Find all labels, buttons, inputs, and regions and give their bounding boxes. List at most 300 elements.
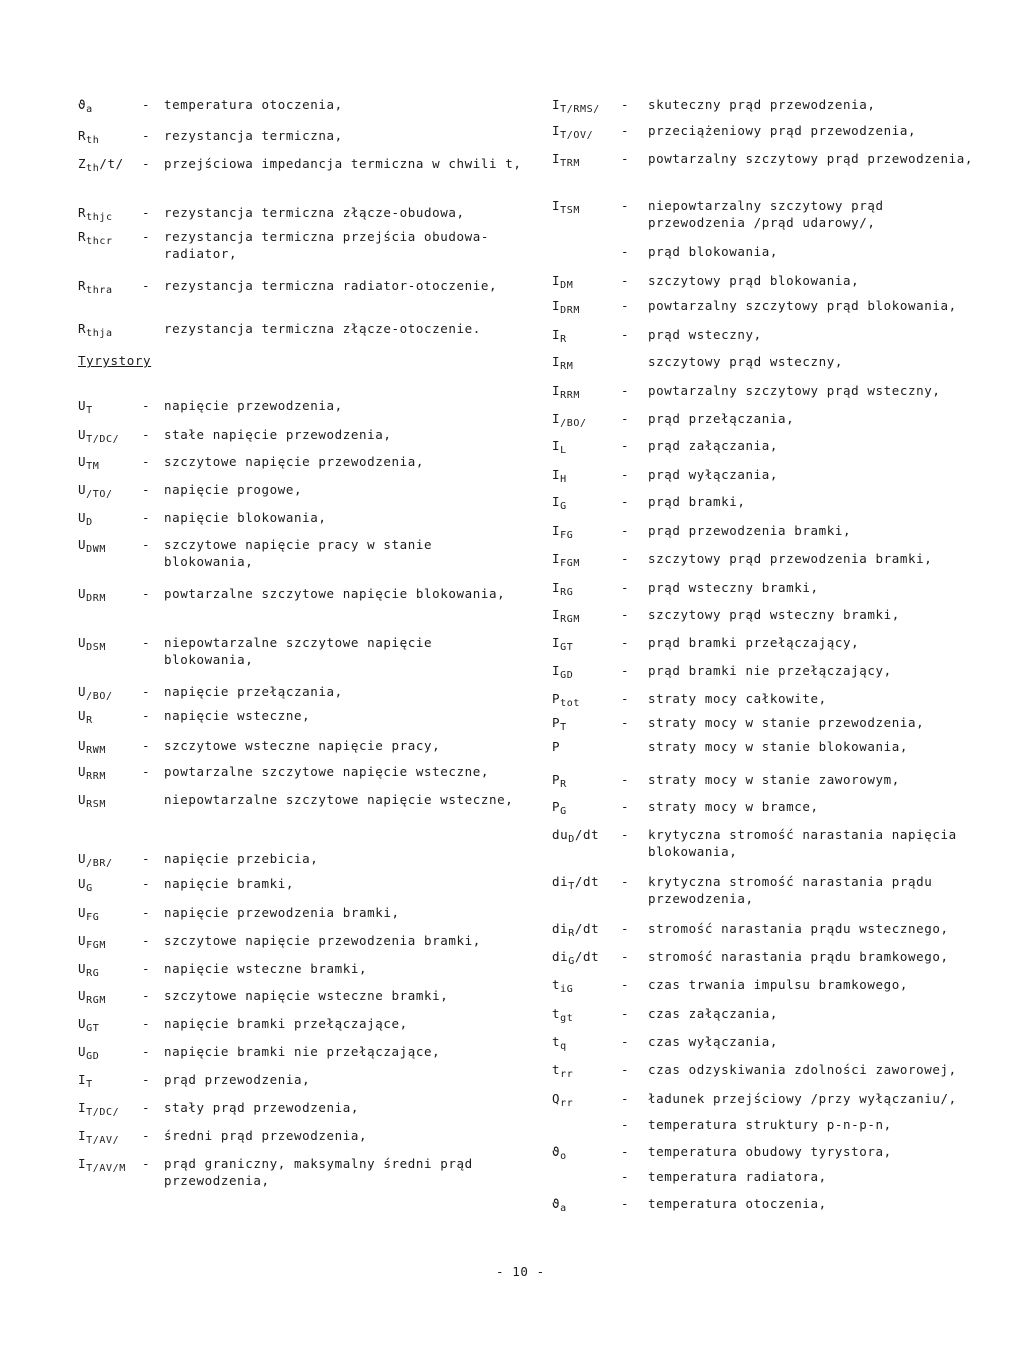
symbol-subscript: DSM [86,642,107,653]
entry-description: rezystancja termiczna, [164,128,343,143]
symbol [78,320,113,342]
entry-description: szczytowy prąd wsteczny bramki, [648,607,900,622]
symbol-subscript: a [560,1203,567,1214]
entry-dash: - [621,523,630,538]
entry-description: prąd przełączania, [648,411,795,426]
symbol-letter: U [78,1044,87,1059]
symbol-letter: U [78,635,87,650]
entry-description: prąd wsteczny bramki, [648,580,819,595]
symbol [552,297,580,319]
symbol-letter: Q [552,1091,561,1106]
entry-dash: - [621,1196,630,1211]
symbol-subscript: GD [86,1051,100,1062]
symbol-subscript: T/AV/M [86,1163,126,1174]
entry-dash: - [142,1072,151,1087]
symbol-letter: I [552,327,561,342]
symbol-suffix: /dt [574,921,600,936]
symbol-subscript: gt [560,1013,574,1024]
symbol-letter: U [78,537,87,552]
symbol [78,1155,126,1177]
symbol-suffix: /dt [574,874,600,889]
entry-description: szczytowy prąd wsteczny, [648,354,844,369]
symbol-letter: Z [78,156,87,171]
symbol-subscript: T/RMS/ [560,104,600,115]
entry-dash: - [621,411,630,426]
symbol-subscript: RRM [560,390,581,401]
entry-description: napięcie wsteczne bramki, [164,961,368,976]
symbol-letter: R [78,321,87,336]
symbol-subscript: G [568,956,575,967]
entry-dash: - [621,298,630,313]
symbol-subscript: rr [560,1069,574,1080]
symbol-letter: t [552,1006,561,1021]
symbol-suffix: /dt [574,827,600,842]
symbol-letter: ϑ [552,1144,561,1159]
entry-description: krytyczna stromość narastania napięcia blokowania, [648,827,957,859]
entry-dash: - [621,97,630,112]
entry-dash: - [621,467,630,482]
symbol-letter: I [78,1156,87,1171]
symbol-subscript: FGM [560,558,581,569]
entry-description: temperatura obudowy tyrystora, [648,1144,892,1159]
entry-description: czas trwania impulsu bramkowego, [648,977,909,992]
symbol-subscript: T/DC/ [86,1107,120,1118]
symbol-letter: R [78,128,87,143]
symbol-subscript: RM [560,361,574,372]
entry-dash: - [142,537,151,552]
symbol-subscript: RGM [560,614,581,625]
entry-description: straty mocy w bramce, [648,799,819,814]
entry-dash: - [142,1156,151,1171]
symbol [552,550,580,572]
symbol [552,197,580,219]
entry-description: napięcie blokowania, [164,510,327,525]
symbol [552,353,573,375]
entry-dash: - [142,764,151,779]
symbol-subscript: RG [86,968,100,979]
symbol [552,873,599,895]
symbol-letter: ϑ [552,1196,561,1211]
symbol-letter: U [78,1016,87,1031]
symbol-subscript: iG [560,984,574,995]
entry-dash: - [621,273,630,288]
symbol [552,1090,573,1112]
entry-description: straty mocy w stanie blokowania, [648,739,909,754]
entry-description: powtarzalny szczytowy prąd wsteczny, [648,383,941,398]
symbol-letter: I [552,551,561,566]
symbol-subscript: RGM [86,995,107,1006]
symbol-letter: I [78,1072,87,1087]
entry-dash: - [621,1062,630,1077]
entry-description: temperatura struktury p-n-p-n, [648,1117,892,1132]
symbol-letter: I [552,635,561,650]
symbol [78,791,106,813]
entry-dash: - [142,427,151,442]
entry-description: napięcie bramki przełączające, [164,1016,408,1031]
symbol-letter: U [78,708,87,723]
symbol [552,466,567,488]
entry-dash: - [142,454,151,469]
symbol [78,960,99,982]
entry-description: napięcie progowe, [164,482,303,497]
entry-description: powtarzalne szczytowe napięcie blokowania, [164,586,506,601]
entry-description: prąd załączania, [648,438,779,453]
symbol-letter: P [552,715,561,730]
page-number: - 10 - [496,1264,545,1279]
symbol [552,662,573,684]
entry-description: szczytowe napięcie przewodzenia bramki, [164,933,481,948]
entry-description: napięcie bramki nie przełączające, [164,1044,441,1059]
symbol-subscript: tot [560,698,581,709]
entry-description: rezystancja termiczna złącze-obudowa, [164,205,465,220]
entry-dash: - [621,607,630,622]
symbol-letter: I [552,467,561,482]
entry-description: czas wyłączania, [648,1034,779,1049]
symbol-letter: I [552,523,561,538]
entry-description: rezystancja termiczna przejścia obudowa-radiator, [164,229,490,261]
entry-description: straty mocy w stanie zaworowym, [648,772,900,787]
entry-dash: - [142,1128,151,1143]
symbol-letter: U [78,510,87,525]
symbol [78,763,106,785]
symbol [78,155,124,177]
symbol-subscript: GT [560,642,574,653]
symbol [78,850,113,872]
entry-dash: - [621,772,630,787]
entry-description: stromość narastania prądu bramkowego, [648,949,949,964]
symbol-letter: U [78,586,87,601]
entry-description: straty mocy w stanie przewodzenia, [648,715,925,730]
symbol-subscript: RWM [86,745,107,756]
symbol-letter: di [552,921,569,936]
entry-dash: - [142,1100,151,1115]
symbol [78,536,106,558]
symbol-subscript: R [560,334,567,345]
symbol-subscript: DWM [86,544,107,555]
symbol-subscript: G [86,883,93,894]
entry-dash: - [142,398,151,413]
entry-description: prąd przewodzenia bramki, [648,523,852,538]
symbol-letter: P [552,772,561,787]
entry-dash: - [621,715,630,730]
entry-description: prąd wsteczny, [648,327,762,342]
entry-dash: - [621,198,630,213]
symbol-subscript: D [86,517,93,528]
symbol-letter: P [552,799,561,814]
entry-description: stromość narastania prądu wstecznego, [648,921,949,936]
entry-description: napięcie przewodzenia, [164,398,343,413]
symbol [552,714,567,736]
symbol-letter: du [552,827,569,842]
entry-description: napięcie wsteczne, [164,708,311,723]
entry-dash: - [142,1016,151,1031]
entry-dash: - [621,1091,630,1106]
entry-description: prąd blokowania, [648,244,779,259]
symbol-subscript: thra [86,285,113,296]
symbol-letter: U [78,792,87,807]
symbol [78,481,113,503]
symbol-subscript: TRM [560,158,581,169]
entry-description: szczytowy prąd blokowania, [648,273,860,288]
entry-dash: - [142,128,151,143]
symbol [552,1061,573,1083]
symbol-letter: I [552,97,561,112]
symbol [78,204,113,226]
symbol-subscript: TSM [560,205,581,216]
symbol [552,150,580,172]
symbol-letter: U [78,876,87,891]
entry-description: napięcie bramki, [164,876,295,891]
symbol-subscript: R [568,928,575,939]
entry-dash: - [142,961,151,976]
entry-dash: - [621,874,630,889]
entry-dash: - [621,438,630,453]
entry-description: niepowtarzalny szczytowy prąd przewodzenia /prąd udarowy/, [648,198,884,230]
entry-dash: - [142,738,151,753]
entry-dash: - [142,988,151,1003]
symbol [78,932,106,954]
entry-dash: - [142,482,151,497]
symbol-letter: I [552,580,561,595]
entry-dash: - [621,327,630,342]
symbol [552,382,580,404]
entry-description: napięcie przewodzenia bramki, [164,905,400,920]
symbol [78,683,113,705]
entry-dash: - [142,586,151,601]
entry-description: powtarzalny szczytowy prąd przewodzenia, [648,151,974,166]
symbol [552,948,599,970]
entry-dash: - [621,123,630,138]
entry-dash: - [621,551,630,566]
symbol-subscript: G [560,501,567,512]
entry-description: temperatura otoczenia, [164,97,343,112]
entry-description: prąd bramki przełączający, [648,635,860,650]
symbol [552,606,580,628]
symbol [78,509,93,531]
symbol [552,122,593,144]
symbol-subscript: T/AV/ [86,1135,120,1146]
symbol-subscript: /BO/ [560,418,587,429]
entry-dash: - [142,156,151,171]
symbol [78,987,106,1009]
symbol-subscript: L [560,445,567,456]
symbol [552,437,567,459]
entry-description: powtarzalne szczytowe napięcie wsteczne, [164,764,490,779]
entry-dash: - [142,851,151,866]
symbol-subscript: D [568,834,575,845]
symbol-letter: di [552,874,569,889]
symbol [78,585,106,607]
symbol [552,579,573,601]
symbol-letter: U [78,738,87,753]
symbol [552,634,573,656]
symbol-letter: U [78,482,87,497]
symbol-subscript: T [568,881,575,892]
entry-description: stały prąd przewodzenia, [164,1100,360,1115]
entry-description: szczytowe napięcie pracy w stanie blokowania, [164,537,433,569]
symbol [552,738,560,755]
symbol-letter: t [552,977,561,992]
entry-description: prąd bramki, [648,494,746,509]
symbol [78,426,119,448]
entry-description: niepowtarzalne szczytowe napięcie wsteczne, [164,792,514,807]
symbol-subscript: T [86,1079,93,1090]
symbol-subscript: thja [86,328,113,339]
symbol-subscript: GT [86,1023,100,1034]
symbol-letter: t [552,1062,561,1077]
entry-dash: - [142,905,151,920]
entry-dash: - [621,1144,630,1159]
entry-dash: - [621,580,630,595]
entry-description: straty mocy całkowite, [648,691,827,706]
entry-dash: - [142,635,151,650]
entry-description: temperatura otoczenia, [648,1196,827,1211]
symbol-letter: I [552,411,561,426]
symbol-subscript: th [86,163,100,174]
entry-description: szczytowe napięcie przewodzenia, [164,454,425,469]
entry-dash: - [621,1169,630,1184]
symbol-letter: P [552,691,561,706]
entry-description: prąd graniczny, maksymalny średni prąd przewodzenia, [164,1156,473,1188]
entry-dash: - [621,691,630,706]
symbol-subscript: RSM [86,799,107,810]
symbol-letter: I [552,438,561,453]
entry-dash: - [621,151,630,166]
entry-description: prąd przewodzenia, [164,1072,311,1087]
symbol-letter: U [78,427,87,442]
symbol [552,1143,567,1165]
symbol-subscript: /TO/ [86,489,113,500]
symbol-subscript: R [560,779,567,790]
entry-dash: - [621,1117,630,1132]
symbol-letter: I [552,383,561,398]
entry-description: temperatura radiatora, [648,1169,827,1184]
symbol [78,1015,99,1037]
symbol-subscript: T [560,722,567,733]
symbol-subscript: q [560,1041,567,1052]
entry-dash: - [142,510,151,525]
entry-description: szczytowe napięcie wsteczne bramki, [164,988,449,1003]
symbol-letter: U [78,933,87,948]
symbol [78,127,99,149]
entry-dash: - [621,977,630,992]
entry-dash: - [142,97,151,112]
symbol-letter: ϑ [78,97,87,112]
entry-dash: - [621,827,630,842]
entry-description: ładunek przejściowy /przy wyłączaniu/, [648,1091,957,1106]
symbol [552,690,580,712]
symbol-subscript: a [86,104,93,115]
symbol-subscript: th [86,135,100,146]
symbol-subscript: FG [86,912,100,923]
symbol-subscript: FGM [86,940,107,951]
symbol-letter: t [552,1034,561,1049]
symbol [552,326,567,348]
entry-description: przeciążeniowy prąd przewodzenia, [648,123,917,138]
symbol-subscript: R [86,715,93,726]
symbol [78,453,99,475]
entry-dash: - [621,663,630,678]
symbol [552,96,600,118]
entry-dash: - [621,1034,630,1049]
entry-dash: - [621,494,630,509]
entry-description: szczytowe wsteczne napięcie pracy, [164,738,441,753]
symbol-subscript: DRM [86,593,107,604]
symbol-letter: I [552,354,561,369]
symbol-subscript: FG [560,530,574,541]
symbol-subscript: DRM [560,305,581,316]
entry-description: stałe napięcie przewodzenia, [164,427,392,442]
symbol-letter: I [78,1100,87,1115]
entry-description: prąd wyłączania, [648,467,779,482]
symbol-letter: U [78,988,87,1003]
entry-description: rezystancja termiczna złącze-otoczenie. [164,321,481,336]
entry-dash: - [142,708,151,723]
symbol-letter: R [78,229,87,244]
symbol [78,634,106,656]
entry-dash: - [142,1044,151,1059]
symbol [552,920,599,942]
symbol-subscript: TM [86,461,100,472]
symbol [552,410,587,432]
symbol [78,277,113,299]
symbol [78,1043,99,1065]
entry-description: szczytowy prąd przewodzenia bramki, [648,551,933,566]
symbol-letter: I [552,298,561,313]
entry-dash: - [621,244,630,259]
symbol [552,1195,567,1217]
symbol [78,875,93,897]
entry-description: czas załączania, [648,1006,779,1021]
symbol-subscript: G [560,806,567,817]
entry-description: skuteczny prąd przewodzenia, [648,97,876,112]
symbol [78,96,93,118]
symbol-subscript: GD [560,670,574,681]
symbol-letter: U [78,454,87,469]
symbol-suffix: /t/ [99,156,124,171]
symbol-letter: P [552,739,561,754]
symbol-subscript: RRM [86,771,107,782]
symbol-subscript: T [86,405,93,416]
symbol-subscript: o [560,1151,567,1162]
symbol-letter: di [552,949,569,964]
section-heading: Tyrystory [78,353,152,368]
symbol [78,397,93,419]
symbol [552,1005,573,1027]
symbol [552,522,573,544]
symbol-subscript: H [560,474,567,485]
symbol-subscript: /BR/ [86,858,113,869]
symbol-letter: I [552,273,561,288]
symbol-suffix: /dt [574,949,600,964]
symbol-subscript: T/DC/ [86,434,120,445]
symbol [78,1099,119,1121]
entry-description: napięcie przełączania, [164,684,343,699]
symbol [78,904,99,926]
symbol-letter: U [78,905,87,920]
symbol [552,1033,567,1055]
symbol [78,1127,119,1149]
symbol-letter: I [552,663,561,678]
entry-dash: - [142,876,151,891]
entry-description: przejściowa impedancja termiczna w chwili t, [164,156,522,171]
symbol-letter: U [78,961,87,976]
symbol-subscript: RG [560,587,574,598]
symbol-letter: U [78,398,87,413]
symbol-subscript: thjc [86,212,113,223]
symbol-subscript: /BO/ [86,691,113,702]
symbol-letter: U [78,851,87,866]
